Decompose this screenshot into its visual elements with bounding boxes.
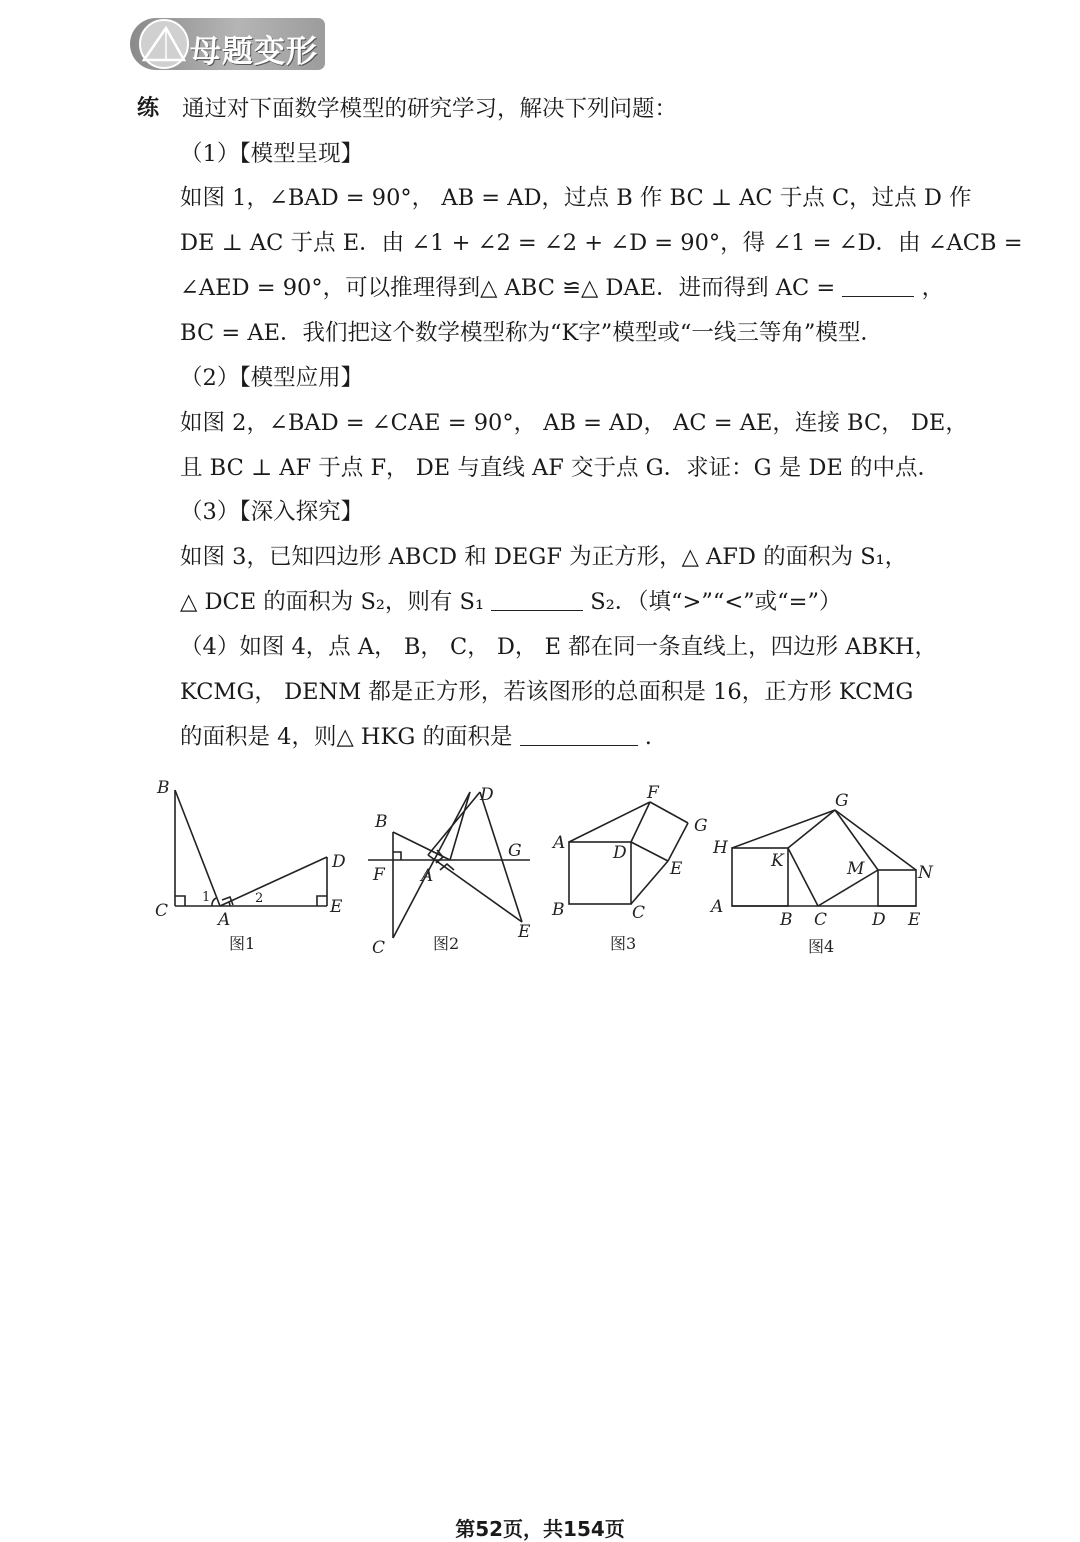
fig1-label-b: B — [157, 778, 170, 798]
part1-line3 — [180, 273, 944, 303]
fig4-label-e: E — [908, 910, 921, 930]
part4-line2: KCMG， DENM 都是正方形，若该图形的总面积是 16，正方形 KCMG — [180, 679, 914, 705]
fig1-label-angle2: 2 — [255, 891, 264, 906]
part4-line1: （4）如图 4，点 A， B， C， D， E 都在同一条直线上，四边形 ABKH， — [180, 634, 938, 660]
answer-blank-1[interactable] — [842, 274, 914, 297]
fig4-label-b: B — [780, 910, 793, 930]
fig4-label-n: N — [918, 863, 933, 883]
part2-heading: （2）【模型应用】 — [180, 365, 364, 391]
fig2-label-d: D — [480, 785, 494, 805]
part4-line3 — [180, 722, 652, 752]
fig4-label-c: C — [814, 910, 828, 930]
part1-line4: BC = AE．我们把这个数学模型称为“K字”模型或“一线三等角”模型． — [180, 320, 883, 346]
fig4-label-m: M — [847, 859, 865, 879]
fig2-label-b: B — [375, 812, 388, 832]
figure-3 — [569, 802, 688, 904]
fig4-label-d: D — [872, 910, 886, 930]
fig2-caption: 图2 — [433, 934, 460, 953]
part3-line2 — [180, 587, 842, 617]
part3-line1: 如图 3，已知四边形 ABCD 和 DEGF 为正方形，△ AFD 的面积为 S₁， — [180, 544, 908, 570]
part4-line3-text: 的面积是 4，则△ HKG 的面积是 — [180, 724, 513, 750]
fig4-caption: 图4 — [808, 937, 835, 956]
fig3-label-d: D — [613, 843, 627, 863]
part3-line2-text: △ DCE 的面积为 S₂，则有 S₁ — [180, 589, 484, 615]
fig4-label-g: G — [835, 791, 849, 811]
part1-line1: 如图 1，∠BAD = 90°， AB = AD，过点 B 作 BC ⊥ AC 于点 C，过点 D 作 — [180, 185, 972, 211]
fig3-label-b: B — [552, 900, 565, 920]
fig3-label-f: F — [647, 783, 659, 803]
figures-area — [0, 760, 1080, 970]
part1-line2: DE ⊥ AC 于点 E．由 ∠1 + ∠2 = ∠2 + ∠D = 90°，得 ∠1 = ∠D．由 ∠ACB = — [180, 230, 1023, 256]
fig1-label-a: A — [218, 910, 231, 930]
part1-line3-text: ∠AED = 90°，可以推理得到△ ABC ≌△ DAE．进而得到 AC = — [180, 275, 836, 301]
section-title: 母题变形 — [190, 34, 318, 70]
exercise-intro: 通过对下面数学模型的研究学习，解决下列问题： — [182, 96, 678, 122]
fig3-label-a: A — [553, 833, 566, 853]
part3-heading: （3）【深入探究】 — [180, 499, 364, 525]
fig1-label-e: E — [330, 897, 343, 917]
fig2-label-g: G — [508, 841, 522, 861]
part4-line3-tail: . — [644, 724, 652, 750]
part2-line1: 如图 2，∠BAD = ∠CAE = 90°， AB = AD， AC = AE，连接 BC， DE， — [180, 410, 968, 436]
exercise-label: 练 — [137, 96, 160, 121]
part1-heading: （1）【模型呈现】 — [180, 141, 364, 167]
part2-line2: 且 BC ⊥ AF 于点 F， DE 与直线 AF 交于点 G．求证：G 是 DE 的中点． — [180, 455, 941, 481]
figure-1 — [175, 790, 327, 906]
fig1-label-angle1: 1 — [202, 890, 211, 905]
fig4-label-k: K — [771, 851, 784, 871]
answer-blank-2[interactable] — [491, 588, 583, 611]
fig3-label-g: G — [694, 816, 708, 836]
fig4-label-h: H — [713, 838, 728, 858]
page-number: 第52页，共154页 — [455, 1517, 625, 1541]
answer-blank-3[interactable] — [520, 723, 638, 746]
part1-line3-tail: ， — [921, 275, 945, 301]
fig1-caption: 图1 — [229, 934, 256, 953]
fig2-label-e: E — [518, 922, 531, 942]
fig1-label-d: D — [332, 852, 346, 872]
fig2-label-f: F — [373, 865, 385, 885]
fig1-label-c: C — [155, 901, 169, 921]
fig3-label-e: E — [670, 859, 683, 879]
fig2-label-a: A — [421, 866, 434, 886]
fig2-label-c: C — [372, 938, 386, 958]
fig3-caption: 图3 — [610, 934, 637, 953]
part3-line2-tail: S₂．（填“>”“<”或“=”） — [590, 589, 842, 615]
figure-2 — [368, 792, 530, 938]
fig3-label-c: C — [632, 903, 646, 923]
figure-4 — [732, 810, 916, 906]
fig4-label-a: A — [711, 897, 724, 917]
